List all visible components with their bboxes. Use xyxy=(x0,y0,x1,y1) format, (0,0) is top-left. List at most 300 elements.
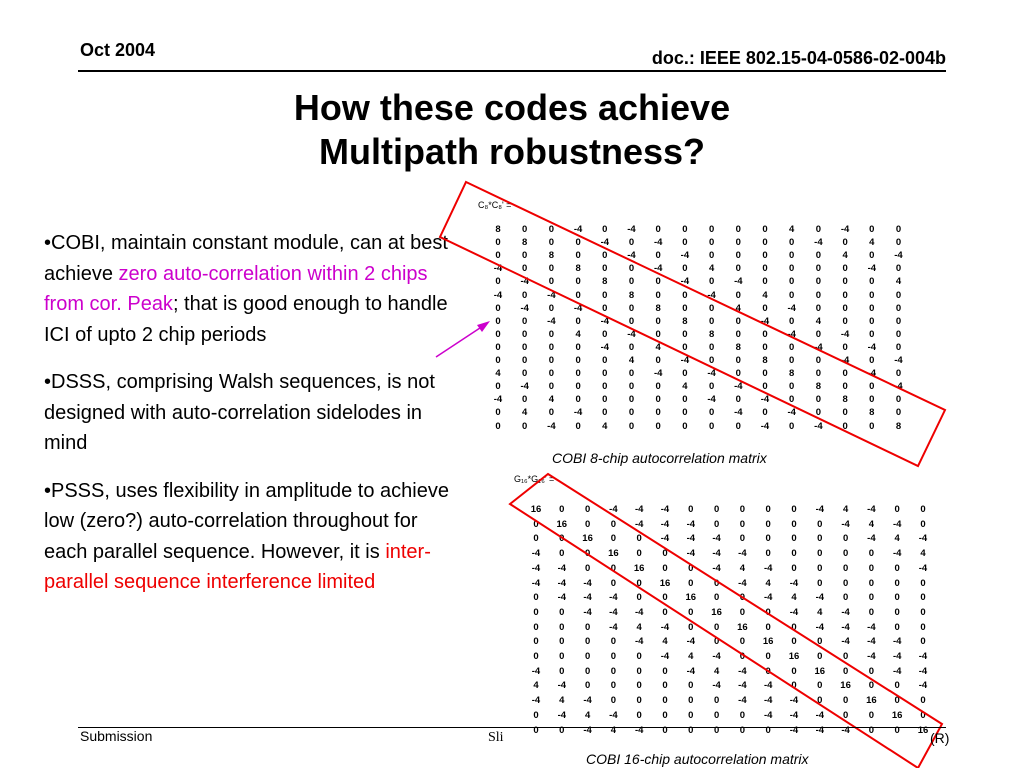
matrix-cell: 0 xyxy=(739,651,746,662)
matrix-cell: 0 xyxy=(869,420,875,432)
matrix-cell: 0 xyxy=(815,263,822,275)
matrix-cell: 8 xyxy=(495,224,501,235)
matrix-cell: 0 xyxy=(735,355,741,366)
matrix-cell: 0 xyxy=(739,724,746,736)
matrix-cell: 0 xyxy=(602,355,608,366)
matrix-cell: 4 xyxy=(713,665,720,677)
matrix-cell: 0 xyxy=(495,355,501,366)
matrix-cell: 0 xyxy=(559,621,565,633)
matrix-cell: 0 xyxy=(735,394,741,406)
matrix-cell: 0 xyxy=(602,394,608,406)
matrix-cell: 0 xyxy=(682,302,688,314)
matrix-cell: -4 xyxy=(789,709,799,721)
matrix-cell: -4 xyxy=(660,533,670,545)
matrix-cell: 0 xyxy=(842,341,848,353)
matrix-cell: 0 xyxy=(662,680,668,692)
matrix-cell: 0 xyxy=(575,394,581,406)
matrix-cell: -4 xyxy=(680,250,690,262)
matrix-cell: 0 xyxy=(869,315,875,327)
matrix-cell: 0 xyxy=(842,548,849,560)
matrix-cell: 0 xyxy=(548,237,555,249)
matrix-cell: 0 xyxy=(708,315,715,327)
matrix-cell: 4 xyxy=(869,237,875,249)
matrix-cell: 0 xyxy=(765,518,771,530)
matrix-cell: 0 xyxy=(791,680,797,692)
matrix-cell: 16 xyxy=(788,651,800,662)
matrix-cell: 16 xyxy=(582,533,593,545)
matrix-cell: 0 xyxy=(495,315,501,327)
matrix-cell: 0 xyxy=(713,695,720,707)
matrix-cell: 0 xyxy=(762,263,768,275)
matrix-cell: 0 xyxy=(655,328,661,340)
matrix-cell: 0 xyxy=(713,636,720,648)
matrix-cell: 4 xyxy=(522,407,528,419)
matrix-cell: 16 xyxy=(762,636,774,648)
matrix-cell: 0 xyxy=(708,381,715,393)
matrix-cell: 0 xyxy=(920,709,926,721)
matrix-cell: 4 xyxy=(628,355,635,366)
matrix-cell: -4 xyxy=(660,651,670,662)
matrix-cell: -4 xyxy=(609,504,618,515)
matrix-cell: -4 xyxy=(583,695,592,707)
matrix-cell: 8 xyxy=(789,368,795,380)
matrix-cell: 0 xyxy=(533,724,539,736)
matrix-cell: -4 xyxy=(707,289,716,301)
matrix-cell: 0 xyxy=(708,276,715,288)
matrix-cell: 0 xyxy=(662,548,668,560)
matrix-cell: 8 xyxy=(869,407,875,419)
matrix-cell: 0 xyxy=(548,328,555,340)
matrix-cell: 0 xyxy=(636,651,642,662)
matrix-cell: 8 xyxy=(548,250,555,262)
matrix-cell: 0 xyxy=(533,621,539,633)
matrix-cell: 0 xyxy=(842,651,849,662)
matrix-cell: -4 xyxy=(815,592,825,604)
matrix-cell: 0 xyxy=(662,592,668,604)
matrix-cell: 0 xyxy=(817,651,823,662)
matrix-cell: 0 xyxy=(789,289,795,301)
matrix-cell: 4 xyxy=(559,695,565,707)
matrix-cell: 4 xyxy=(791,592,797,604)
matrix-cell: 8 xyxy=(735,341,741,353)
matrix-cell: 0 xyxy=(791,636,797,648)
matrix-cell: 0 xyxy=(575,276,581,288)
matrix-cell: -4 xyxy=(867,504,876,515)
matrix-cell: 0 xyxy=(610,577,617,589)
matrix-cell: 0 xyxy=(688,695,694,707)
matrix-cell: -4 xyxy=(627,250,636,262)
matrix-cell: 0 xyxy=(628,237,635,249)
matrix-cell: -4 xyxy=(892,651,902,662)
matrix-cell: -4 xyxy=(531,665,541,677)
matrix-cell: 0 xyxy=(602,407,608,419)
title-line-2: Multipath robustness? xyxy=(319,131,705,172)
matrix-cell: -4 xyxy=(686,518,696,530)
matrix-cell: -4 xyxy=(814,237,823,249)
matrix-cell: 0 xyxy=(584,504,591,515)
matrix-cell: 0 xyxy=(708,341,715,353)
matrix-cell: -4 xyxy=(600,341,610,353)
matrix-cell: 0 xyxy=(682,368,688,380)
matrix-cell: 0 xyxy=(708,224,715,235)
matrix-cell: 0 xyxy=(895,315,902,327)
bullet-psss-text: •PSSS, uses flexibility in amplitude to achieve low (zero?) auto-correlation throughout for each parallel sequence. However, it is xyxy=(44,479,449,563)
matrix-cell: 0 xyxy=(817,577,823,589)
matrix-cell: 4 xyxy=(789,224,795,235)
matrix-cell: 0 xyxy=(708,407,715,419)
matrix-cell: 8 xyxy=(842,394,848,406)
matrix-cell: 0 xyxy=(682,224,688,235)
matrix-cell: 0 xyxy=(842,368,848,380)
matrix-cell: 0 xyxy=(735,289,741,301)
matrix-cell: 0 xyxy=(602,381,608,393)
matrix-cell: -4 xyxy=(789,577,799,589)
matrix-cell: -4 xyxy=(763,562,773,574)
matrix-cell: 0 xyxy=(842,592,849,604)
matrix-cell: -4 xyxy=(918,562,928,574)
matrix-cell: 0 xyxy=(765,724,771,736)
matrix-cell: 4 xyxy=(842,250,848,262)
matrix-cell: -4 xyxy=(634,636,644,648)
matrix-cell: 0 xyxy=(495,420,501,432)
matrix-cell: 0 xyxy=(817,548,823,560)
matrix-cell: 0 xyxy=(495,407,501,419)
matrix-cell: 0 xyxy=(495,341,501,353)
matrix-cell: -4 xyxy=(734,407,743,419)
matrix-cell: 0 xyxy=(815,289,822,301)
matrix-cell: 8 xyxy=(655,302,661,314)
matrix-cell: -4 xyxy=(787,407,796,419)
matrix-cell: 0 xyxy=(789,237,795,249)
matrix-cell: 0 xyxy=(584,518,591,530)
matrix-cell: -4 xyxy=(547,289,556,301)
matrix-cell: 0 xyxy=(842,533,849,545)
matrix-cell: 0 xyxy=(495,250,501,262)
matrix-cell: 4 xyxy=(868,518,875,530)
matrix-cell: 0 xyxy=(842,276,848,288)
matrix-cell: 0 xyxy=(548,302,555,314)
footer-rule xyxy=(78,727,946,728)
matrix-cell: -4 xyxy=(894,250,903,262)
matrix-cell: -4 xyxy=(583,592,592,604)
matrix-cell: 0 xyxy=(920,504,926,515)
matrix-cell: 0 xyxy=(791,665,797,677)
matrix-cell: 0 xyxy=(735,420,741,432)
matrix-cell: 0 xyxy=(895,289,902,301)
matrix-cell: -4 xyxy=(841,621,850,633)
matrix-cell: 0 xyxy=(713,621,720,633)
matrix-cell: 0 xyxy=(739,518,746,530)
matrix-cell: 0 xyxy=(739,709,746,721)
matrix-cell: -4 xyxy=(712,533,721,545)
matrix-cell: 0 xyxy=(636,548,642,560)
matrix-cell: -4 xyxy=(840,355,850,366)
matrix-cell: -4 xyxy=(686,548,696,560)
matrix-cell: 0 xyxy=(817,695,823,707)
matrix-cell: 0 xyxy=(895,328,902,340)
matrix-cell: -4 xyxy=(660,518,670,530)
matrix-cell: 0 xyxy=(636,695,642,707)
matrix-cell: 0 xyxy=(762,276,768,288)
matrix-cell: -4 xyxy=(763,709,773,721)
matrix-cell: 0 xyxy=(869,381,875,393)
matrix-cell: 0 xyxy=(548,224,555,235)
matrix-8-caption: COBI 8-chip autocorrelation matrix xyxy=(552,450,767,466)
matrix-cell: 0 xyxy=(662,724,668,736)
matrix-cell: 0 xyxy=(682,289,688,301)
matrix-cell: 0 xyxy=(636,577,642,589)
matrix-cell: 0 xyxy=(575,315,581,327)
matrix-cell: 0 xyxy=(920,518,926,530)
matrix-cell: -4 xyxy=(493,394,503,406)
matrix-cell: -4 xyxy=(707,368,716,380)
matrix-cell: -4 xyxy=(815,504,825,515)
matrix-cell: -4 xyxy=(707,394,716,406)
matrix-cell: 0 xyxy=(682,341,688,353)
matrix-cell: 0 xyxy=(495,276,501,288)
matrix-cell: 0 xyxy=(815,302,822,314)
matrix-cell: 0 xyxy=(662,695,668,707)
matrix-cell: -4 xyxy=(867,263,877,275)
matrix-cell: 0 xyxy=(522,224,528,235)
matrix-cell: 0 xyxy=(559,504,565,515)
matrix-cell: -4 xyxy=(867,621,876,633)
matrix-cell: -4 xyxy=(734,381,743,393)
matrix-cell: 0 xyxy=(548,381,555,393)
matrix-cell: 0 xyxy=(610,651,617,662)
matrix-cell: 0 xyxy=(655,420,661,432)
matrix-cell: 0 xyxy=(735,250,741,262)
matrix-cell: 4 xyxy=(575,328,581,340)
matrix-cell: 4 xyxy=(662,636,668,648)
matrix-cell: 8 xyxy=(628,289,635,301)
matrix-cell: 8 xyxy=(815,381,822,393)
matrix-cell: 0 xyxy=(791,504,797,515)
matrix-cell: 0 xyxy=(602,263,608,275)
matrix-cell: -4 xyxy=(531,548,541,560)
matrix-cell: 4 xyxy=(548,394,555,406)
title-line-1: How these codes achieve xyxy=(293,87,731,128)
matrix-cell: 4 xyxy=(610,724,617,736)
matrix-cell: 8 xyxy=(708,328,715,340)
matrix-cell: 0 xyxy=(868,592,875,604)
matrix-cell: 4 xyxy=(495,368,501,380)
matrix-cell: 0 xyxy=(688,562,694,574)
matrix-cell: 0 xyxy=(522,355,528,366)
matrix-cell: 0 xyxy=(575,420,581,432)
matrix-cell: 4 xyxy=(895,276,902,288)
matrix-cell: -4 xyxy=(634,724,644,736)
matrix-cell: 0 xyxy=(842,420,848,432)
matrix-cell: 0 xyxy=(869,289,875,301)
matrix-cell: 0 xyxy=(789,250,795,262)
matrix-cell: 0 xyxy=(920,695,926,707)
matrix-cell: -4 xyxy=(789,695,799,707)
matrix-cell: 16 xyxy=(711,606,722,618)
matrix-cell: 0 xyxy=(735,224,741,235)
matrix-cell: 4 xyxy=(655,341,661,353)
matrix-cell: 0 xyxy=(688,680,694,692)
matrix-cell: 0 xyxy=(869,355,875,366)
matrix-cell: 8 xyxy=(762,355,768,366)
matrix-cell: 0 xyxy=(713,592,720,604)
matrix-cell: -4 xyxy=(712,651,721,662)
matrix-cell: -4 xyxy=(660,504,670,515)
matrix-cell: -4 xyxy=(892,636,902,648)
matrix-cell: 0 xyxy=(655,407,661,419)
matrix-cell: 0 xyxy=(894,592,900,604)
matrix-cell: 0 xyxy=(895,224,902,235)
matrix-cell: 0 xyxy=(602,250,608,262)
matrix-cell: 0 xyxy=(602,328,608,340)
matrix-cell: 0 xyxy=(894,621,900,633)
matrix-cell: 0 xyxy=(842,695,849,707)
matrix-cell: 0 xyxy=(559,724,565,736)
matrix-cell: 8 xyxy=(682,315,688,327)
matrix-cell: 4 xyxy=(920,548,926,560)
matrix-cell: 0 xyxy=(894,504,900,515)
matrix-cell: 0 xyxy=(789,315,795,327)
matrix-cell: 16 xyxy=(866,695,877,707)
matrix-cell: -4 xyxy=(760,315,770,327)
matrix-cell: 16 xyxy=(633,562,645,574)
matrix-cell: 0 xyxy=(815,355,822,366)
matrix-cell: 0 xyxy=(894,680,900,692)
matrix-cell: -4 xyxy=(557,562,567,574)
matrix-cell: -4 xyxy=(531,577,541,589)
matrix-cell: -4 xyxy=(634,518,644,530)
matrix-cell: 0 xyxy=(920,636,926,648)
matrix-cell: -4 xyxy=(600,237,610,249)
matrix-cell: -4 xyxy=(840,328,850,340)
matrix-cell: -4 xyxy=(738,680,747,692)
matrix-cell: 0 xyxy=(602,368,608,380)
matrix-cell: -4 xyxy=(894,355,903,366)
matrix-cell: -4 xyxy=(815,724,825,736)
matrix-cell: -4 xyxy=(841,518,850,530)
matrix-cell: -4 xyxy=(789,606,799,618)
matrix-cell: -4 xyxy=(686,665,696,677)
matrix-cell: 0 xyxy=(636,592,642,604)
matrix-cell: 0 xyxy=(868,606,875,618)
bullet-dsss-text: •DSSS, comprising Walsh sequences, is not designed with auto-correlation sidelodes in mind xyxy=(44,371,435,454)
matrix-cell: -4 xyxy=(734,276,743,288)
matrix-cell: 0 xyxy=(765,533,771,545)
matrix-cell: 0 xyxy=(682,237,688,249)
matrix-cell: -4 xyxy=(815,621,825,633)
matrix-cell: 0 xyxy=(522,315,528,327)
matrix-cell: 0 xyxy=(628,381,635,393)
matrix-cell: 0 xyxy=(739,504,746,515)
matrix-cell: 4 xyxy=(584,709,591,721)
matrix-cell: 0 xyxy=(842,577,849,589)
matrix-cell: 0 xyxy=(713,504,720,515)
matrix-cell: 0 xyxy=(765,504,771,515)
matrix-cell: 0 xyxy=(762,341,768,353)
matrix-cell: 0 xyxy=(789,341,795,353)
matrix-cell: 16 xyxy=(814,665,826,677)
matrix-cell: 0 xyxy=(548,368,555,380)
matrix-cell: -4 xyxy=(686,636,696,648)
matrix-cell: 0 xyxy=(895,341,902,353)
matrix-cell: -4 xyxy=(918,680,928,692)
matrix-cell: 0 xyxy=(842,407,848,419)
matrix-cell: 4 xyxy=(894,533,900,545)
matrix-cell: 0 xyxy=(842,263,848,275)
matrix-cell: 0 xyxy=(735,263,741,275)
matrix-cell: 4 xyxy=(636,621,642,633)
matrix-cell: 0 xyxy=(682,394,688,406)
matrix-cell: 0 xyxy=(688,709,694,721)
matrix-cell: -4 xyxy=(814,420,823,432)
matrix-cell: 0 xyxy=(662,562,668,574)
matrix-cell: 0 xyxy=(815,407,822,419)
matrix-cell: 0 xyxy=(789,355,795,366)
matrix-cell: 0 xyxy=(682,420,688,432)
matrix-cell: -4 xyxy=(787,328,796,340)
matrix-16-caption: COBI 16-chip autocorrelation matrix xyxy=(586,751,809,767)
matrix-cell: 0 xyxy=(575,381,581,393)
matrix-cell: -4 xyxy=(918,665,928,677)
matrix-cell: 0 xyxy=(628,341,635,353)
matrix-cell: 0 xyxy=(628,302,635,314)
matrix-cell: 0 xyxy=(791,548,797,560)
matrix-cell: -4 xyxy=(680,355,690,366)
bullet-cobi-text: •COBI, maintain constant module, can at best achieve xyxy=(44,232,448,285)
matrix-cell: 0 xyxy=(842,381,848,393)
matrix-cell: 0 xyxy=(842,709,849,721)
matrix-cell: -4 xyxy=(653,237,663,249)
matrix-cell: 0 xyxy=(920,606,926,618)
matrix-cell: -4 xyxy=(738,548,747,560)
matrix-cell: -4 xyxy=(573,407,583,419)
matrix-cell: -4 xyxy=(789,724,799,736)
matrix-16-label: G₁₆*G₁₆' = xyxy=(514,474,555,484)
matrix-cell: 0 xyxy=(762,407,768,419)
matrix-cell: 0 xyxy=(575,355,581,366)
matrix-cell: -4 xyxy=(686,533,696,545)
matrix-cell: -4 xyxy=(867,368,877,380)
matrix-cell: -4 xyxy=(760,394,770,406)
matrix-cell: 4 xyxy=(762,289,768,301)
matrix-cell: -4 xyxy=(573,302,583,314)
matrix-cell: 0 xyxy=(628,394,635,406)
matrix-cell: 0 xyxy=(868,680,875,692)
matrix-cell: 0 xyxy=(533,709,539,721)
matrix-cell: 0 xyxy=(688,577,694,589)
matrix-cell: 0 xyxy=(655,250,661,262)
matrix-cell: 0 xyxy=(868,548,875,560)
matrix-cell: 0 xyxy=(868,724,875,736)
matrix-cell: -4 xyxy=(763,592,773,604)
matrix-cell: 16 xyxy=(737,621,748,633)
matrix-cell: -4 xyxy=(712,548,721,560)
matrix-cell: 0 xyxy=(735,237,741,249)
matrix-cell: 0 xyxy=(575,237,581,249)
matrix-cell: 0 xyxy=(522,368,528,380)
matrix-cell: 16 xyxy=(608,548,619,560)
matrix-cell: 0 xyxy=(739,636,746,648)
matrix-cell: 0 xyxy=(817,518,823,530)
matrix-cell: 0 xyxy=(559,606,565,618)
matrix-cell: 16 xyxy=(659,577,671,589)
matrix-cell: -4 xyxy=(738,695,747,707)
matrix-cell: -4 xyxy=(763,680,773,692)
matrix-cell: 0 xyxy=(682,407,688,419)
footer-submission: Submission xyxy=(80,728,153,744)
matrix-cell: 0 xyxy=(789,394,795,406)
matrix-cell: 0 xyxy=(559,636,565,648)
